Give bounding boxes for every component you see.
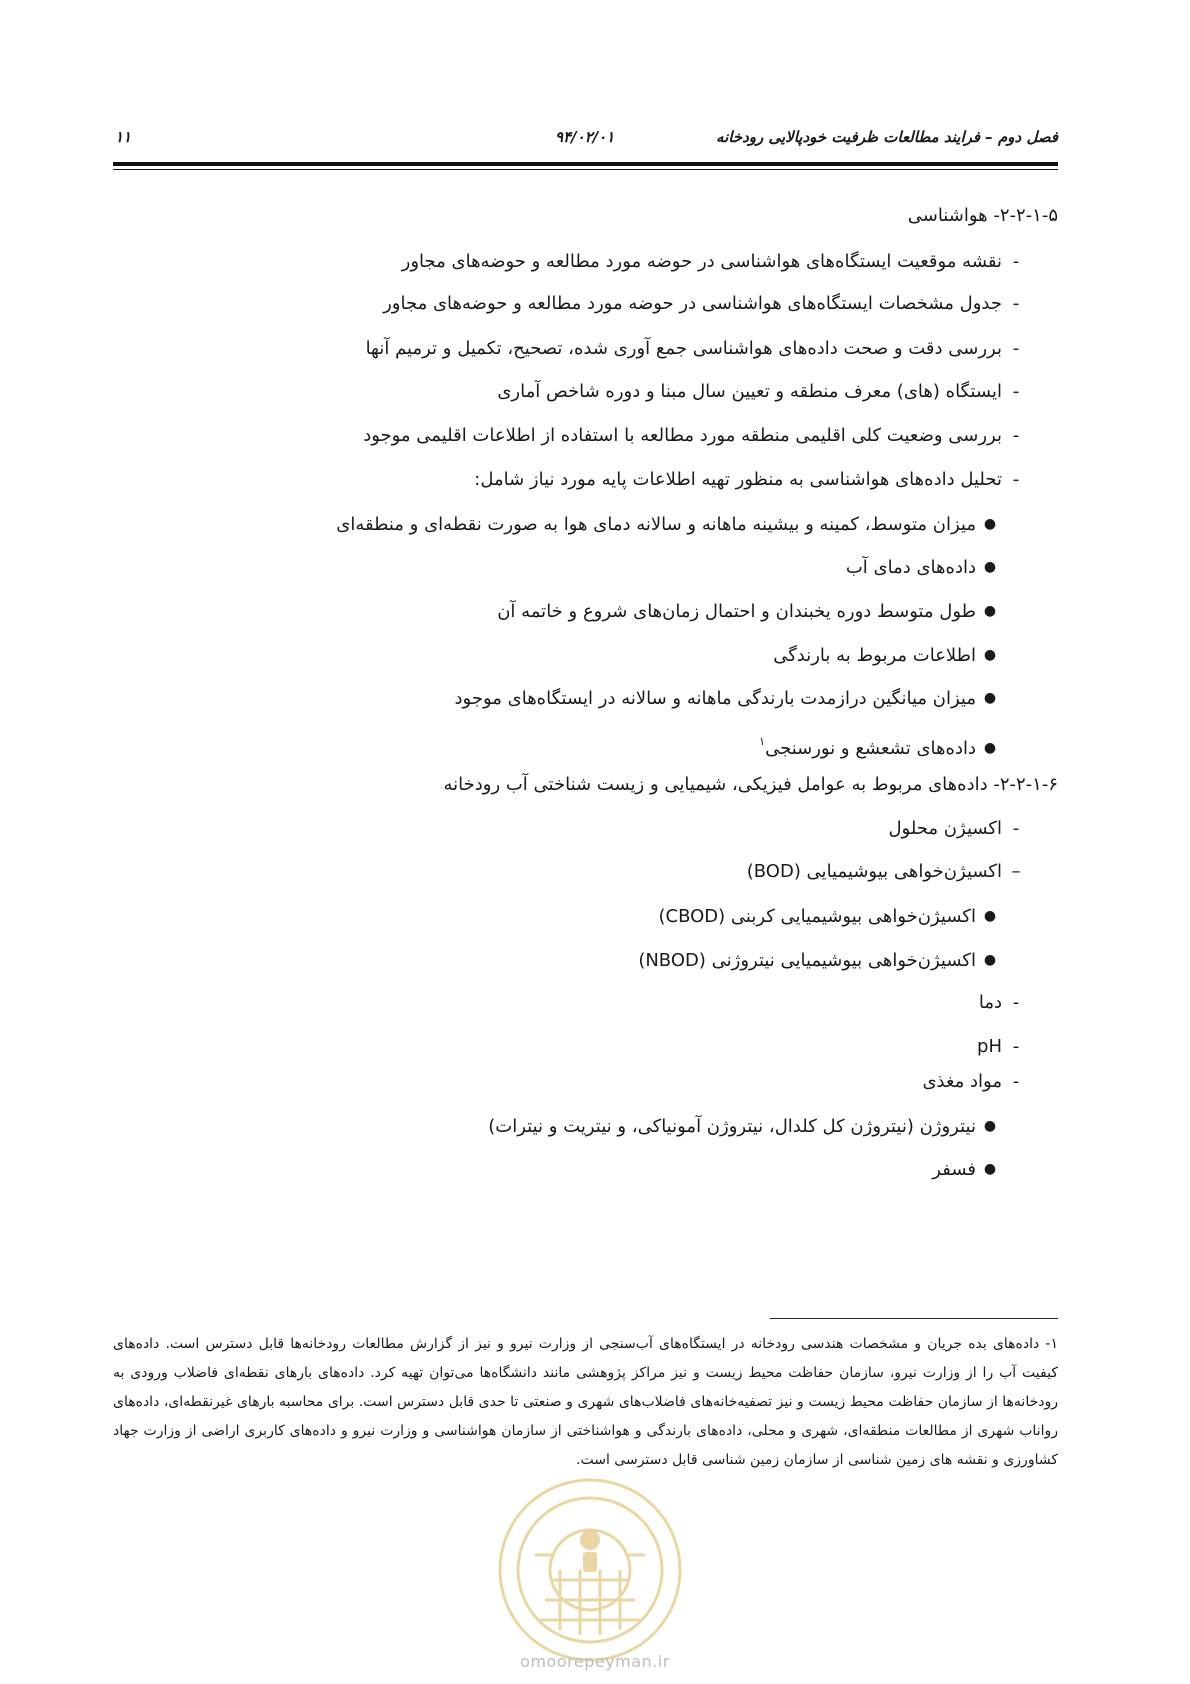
bullet-item: ●اطلاعات مربوط به بارندگی [773,641,1004,670]
list-item: -بررسی دقت و صحت داده‌های هواشناسی جمع آوری شده، تصحیح، تکمیل و ترمیم آنها [366,335,1030,363]
bullet-marker: ● [983,1118,997,1134]
dash-marker: - [1012,425,1020,446]
bullet-item: ●طول متوسط دوره یخبندان و احتمال زمان‌های شروع و خاتمه آن [497,597,1004,626]
list-item: -نقشه موقعیت ایستگاه‌های هواشناسی در حوضه مورد مطالعه و حوضه‌های مجاور [402,248,1030,276]
page-number: ۱۱ [115,128,132,146]
bullet-item: ●میزان متوسط، کمینه و بیشینه ماهانه و سالانه دمای هوا به صورت نقطه‌ای و منطقه‌ای [336,510,1004,539]
running-header-title: فصل دوم – فرایند مطالعات ظرفیت خودپالایی رودخانه [716,128,1058,146]
dash-marker: – [1011,861,1021,882]
bullet-item: ●میزان میانگین درازمدت بارندگی ماهانه و سالانه در ایستگاه‌های موجود [455,684,1004,713]
list-item: -اکسیژن محلول [888,815,1030,843]
dash-marker: - [1012,818,1020,839]
dash-marker: - [1012,293,1020,314]
bullet-item: ●فسفر [932,1155,1004,1184]
bullet-item: ●داده‌های دمای آب [846,553,1004,582]
section-heading-water-parameters: ۲-۲-۱-۶- داده‌های مربوط به عوامل فیزیکی، شیمیایی و زیست شناختی آب رودخانه [443,774,1058,795]
running-header-date: ۹۴/۰۲/۰۱ [555,128,615,146]
list-item: -جدول مشخصات ایستگاه‌های هواشناسی در حوضه مورد مطالعه و حوضه‌های مجاور [383,290,1030,318]
dash-marker: - [1012,338,1020,359]
footnote-text: ۱- داده‌های بده جریان و مشخصات هندسی رودخانه در ایستگاه‌های آب‌سنجی از وزارت نیرو و نیز از گزارش مطالعات رودخانه‌ها قابل دسترس است. داده‌های کیفیت آب را از وزارت نیرو، سازمان حفاظت محیط زیست و نیز مراکز پژوهشی مانند دانشگاه‌ها می‌توان تهیه کرد. داده‌های بارهای نقطه‌ای فاضلاب ورودی به رودخانه‌ها از سازمان حفاظت محیط زیست و نیز تصفیه‌خانه‌های فاضلاب‌های شهری و صنعتی تا حدی قابل دسترس است. برای محاسبه بارهای غیرنقطه‌ای، داده‌های رواناب شهری از مطالعات منطقه‌ای، شهری و محلی، داده‌های بارندگی و هواشناختی از سازمان هواشناسی و وزارت نیرو و داده‌های کاربری اراضی از وزارت جهاد کشاورزی و نقشه های زمین شناسی از سازمان زمین شناسی قابل دسترسی است. [113,1336,1058,1468]
bullet-marker: ● [983,908,997,924]
bullet-marker: ● [983,690,997,706]
dash-marker: - [1012,381,1020,402]
footnote-reference[interactable]: ۱ [759,735,766,748]
bullet-item: ●نیتروژن (نیتروژن کل کلدال، نیتروژن آمونیاکی، و نیتریت و نیترات) [488,1112,1004,1141]
header-rule-thin [113,169,1058,170]
bullet-marker: ● [983,1161,997,1177]
watermark-text: omoorepeyman.ir [520,1652,670,1671]
bullet-marker: ● [983,647,997,663]
list-item: –اکسیژن‌خواهی بیوشیمیایی (BOD) [747,858,1030,886]
dash-marker: - [1012,251,1020,272]
bullet-marker: ● [983,559,997,575]
dash-marker: - [1012,469,1020,490]
bullet-marker: ● [983,603,997,619]
dash-marker: - [1012,992,1020,1013]
bullet-item: ●اکسیژن‌خواهی بیوشیمیایی کربنی (CBOD) [658,902,1004,931]
bullet-marker: ● [983,740,997,756]
list-item: -pH [977,1033,1030,1061]
bullet-marker: ● [983,952,997,968]
list-item: -مواد مغذی [922,1068,1030,1096]
bullet-item: ●اکسیژن‌خواهی بیوشیمیایی نیتروژنی (NBOD) [638,946,1004,975]
list-item: -بررسی وضعیت کلی اقلیمی منطقه مورد مطالعه با استفاده از اطلاعات اقلیمی موجود [363,422,1030,450]
list-item: -دما [979,989,1030,1017]
dash-marker: - [1012,1071,1020,1092]
section-heading-meteorology: ۲-۲-۱-۵- هواشناسی [907,205,1058,226]
watermark-seal-icon [475,1470,705,1670]
list-item: -ایستگاه (های) معرف منطقه و تعیین سال مبنا و دوره شاخص آماری [497,378,1030,406]
footnote-separator [770,1318,1058,1319]
dash-marker: - [1012,1036,1020,1057]
list-item: -تحلیل داده‌های هواشناسی به منظور تهیه اطلاعات پایه مورد نیاز شامل: [474,466,1030,494]
header-rule-thick [113,162,1058,166]
bullet-item: ●داده‌های تشعشع و نورسنجی$^۱$ [759,728,1004,763]
bullet-marker: ● [983,516,997,532]
